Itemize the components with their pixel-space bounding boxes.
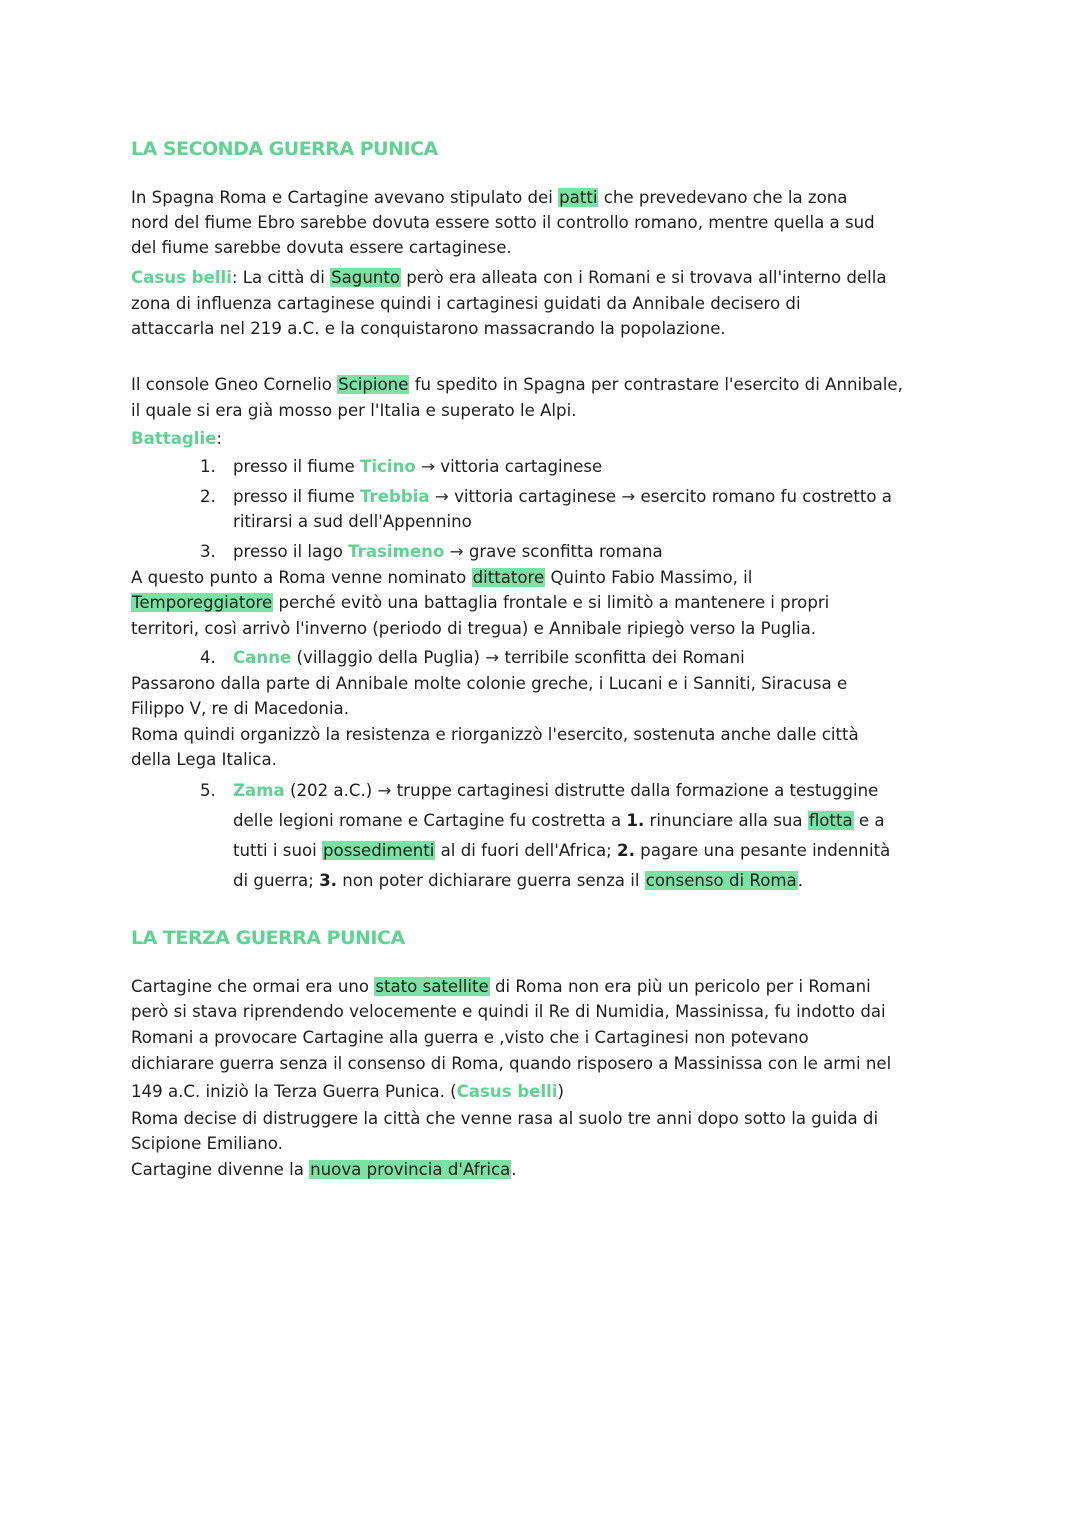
- heading-third-punic-war: LA TERZA GUERRA PUNICA: [131, 927, 405, 949]
- casus-belli-label: Casus belli: [131, 268, 232, 287]
- highlight-scipione: Scipione: [338, 375, 409, 394]
- zama-line-2: delle legioni romane e Cartagine fu costretta a 1. rinunciare alla sua flotta e a: [233, 811, 885, 830]
- battles-label: Battaglie:: [131, 429, 223, 448]
- battle-1: 1. presso il fiume Ticino → vittoria cartaginese: [200, 457, 603, 476]
- p2-line-3: attaccarla nel 219 a.C. e la conquistarono massacrando la popolazione.: [131, 319, 726, 338]
- p6-line-1: Cartagine che ormai era uno stato satellite di Roma non era più un pericolo per i Romani: [131, 977, 871, 996]
- place-trasimeno: Trasimeno: [348, 542, 445, 561]
- p5-line-4: della Lega Italica.: [131, 750, 277, 769]
- p1-line-1: In Spagna Roma e Cartagine avevano stipulato dei patti che prevedevano che la zona: [131, 188, 848, 207]
- place-zama: Zama: [233, 781, 285, 800]
- arrow-icon: →: [421, 457, 435, 476]
- p2-line-2: zona di influenza cartaginese quindi i cartaginesi guidati da Annibale decisero di: [131, 294, 801, 313]
- p5-line-2: Filippo V, re di Macedonia.: [131, 699, 349, 718]
- arrow-icon: →: [434, 487, 449, 506]
- highlight-possedimenti: possedimenti: [323, 841, 435, 860]
- place-ticino: Ticino: [360, 457, 416, 476]
- heading-second-punic-war: LA SECONDA GUERRA PUNICA: [131, 138, 438, 160]
- arrow-icon: →: [485, 648, 500, 667]
- battle-4: 4. Canne (villaggio della Puglia) → terribile sconfitta dei Romani: [200, 648, 745, 667]
- highlight-nuova-provincia: nuova provincia d'Africa: [310, 1160, 511, 1179]
- p4-line-1: A questo punto a Roma venne nominato dittatore Quinto Fabio Massimo, il: [131, 568, 753, 587]
- p1-line-2: nord del fiume Ebro sarebbe dovuta essere sotto il controllo romano, mentre quella a sud: [131, 213, 875, 232]
- place-canne: Canne: [233, 648, 292, 667]
- arrow-icon: →: [377, 781, 392, 800]
- highlight-sagunto: Sagunto: [331, 268, 401, 287]
- zama-line-3: tutti i suoi possedimenti al di fuori dell'Africa; 2. pagare una pesante indennità: [233, 841, 891, 860]
- highlight-stato-satellite: stato satellite: [375, 977, 489, 996]
- place-trebbia: Trebbia: [360, 487, 430, 506]
- p5-line-1: Passarono dalla parte di Annibale molte colonie greche, i Lucani e i Sanniti, Siracusa e: [131, 674, 848, 693]
- p5-line-3: Roma quindi organizzò la resistenza e riorganizzò l'esercito, sostenuta anche dalle città: [131, 725, 859, 744]
- p3-line-1: Il console Gneo Cornelio Scipione fu spedito in Spagna per contrastare l'esercito di Annibale,: [131, 375, 903, 394]
- battle-3: 3. presso il lago Trasimeno → grave sconfitta romana: [200, 542, 663, 561]
- p6-line-3: Romani a provocare Cartagine alla guerra e ,visto che i Cartaginesi non potevano: [131, 1028, 809, 1047]
- highlight-temporeggiatore: Temporeggiatore: [132, 593, 273, 612]
- battle-2-line-2: ritirarsi a sud dell'Appennino: [233, 512, 472, 531]
- p6-line-6: Roma decise di distruggere la città che venne rasa al suolo tre anni dopo sotto la guida di: [131, 1109, 879, 1128]
- p4-line-3: territori, così arrivò l'inverno (periodo di tregua) e Annibale ripiegò verso la Puglia.: [131, 619, 817, 638]
- p2-line-1: Casus belli: La città di Sagunto però era alleata con i Romani e si trovava all'interno della: [131, 268, 887, 287]
- arrow-icon: →: [621, 487, 636, 506]
- p1-line-3: del fiume sarebbe dovuta essere cartaginese.: [131, 238, 512, 257]
- p6-line-8: Cartagine divenne la nuova provincia d'Africa.: [131, 1160, 517, 1179]
- casus-belli-label-2: Casus belli: [456, 1082, 558, 1101]
- highlight-dittatore: dittatore: [472, 568, 545, 587]
- arrow-icon: →: [449, 542, 464, 561]
- p4-line-2: Temporeggiatore perché evitò una battaglia frontale e si limitò a mantenere i propri: [132, 593, 830, 612]
- battle-2: 2. presso il fiume Trebbia → vittoria cartaginese → esercito romano fu costretto a: [200, 487, 892, 506]
- p6-line-2: però si stava riprendendo velocemente e quindi il Re di Numidia, Massinissa, fu indotto dai: [131, 1002, 886, 1021]
- p6-line-4: dichiarare guerra senza il consenso di Roma, quando risposero a Massinissa con le armi nel: [131, 1054, 892, 1073]
- highlight-patti: patti: [559, 188, 598, 207]
- p3-line-2: il quale si era già mosso per l'Italia e superato le Alpi.: [131, 401, 577, 420]
- battle-5: 5. Zama (202 a.C.) → truppe cartaginesi distrutte dalla formazione a testuggine: [200, 781, 879, 800]
- highlight-flotta: flotta: [808, 811, 853, 830]
- p6-line-5: 149 a.C. iniziò la Terza Guerra Punica. (Casus belli): [131, 1082, 565, 1101]
- zama-line-4: di guerra; 3. non poter dichiarare guerra senza il consenso di Roma.: [233, 871, 803, 890]
- highlight-consenso-di-roma: consenso di Roma: [645, 871, 797, 890]
- p6-line-7: Scipione Emiliano.: [131, 1134, 283, 1153]
